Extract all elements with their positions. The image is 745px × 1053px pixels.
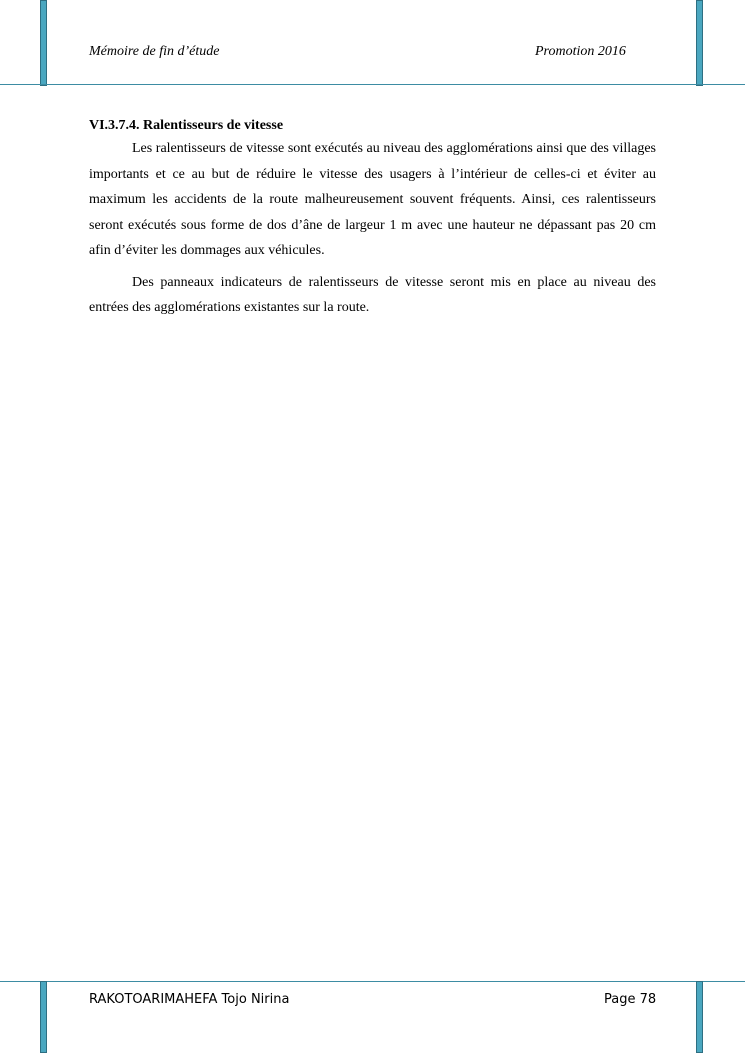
body-paragraph: Des panneaux indicateurs de ralentisseurs de vitesse seront mis en place au niveau des entrées des agglomérations existantes sur la route. <box>89 274 656 315</box>
footer-right-accent-bar <box>696 981 703 1053</box>
page-content <box>89 116 656 321</box>
footer-page-number: Page 78 <box>604 992 657 1007</box>
header-document-title: Mémoire de fin d’étude <box>89 44 220 59</box>
footer-author: RAKOTOARIMAHEFA Tojo Nirina <box>89 992 290 1007</box>
header-promotion: Promotion 2016 <box>535 44 626 59</box>
footer-left-accent-bar <box>40 981 47 1053</box>
section-heading: VI.3.7.4. Ralentisseurs de vitesse <box>89 118 284 133</box>
header-divider <box>0 84 745 85</box>
body-paragraph: Les ralentisseurs de vitesse sont exécutés au niveau des agglomérations ainsi que des villages importants et ce au but de réduire le vitesse des usagers à l’intérieur de celles-ci et éviter au maximum les accidents de la route malheureusement souvent fréquents. Ainsi, ces ralentisseurs seront exécutés sous forme de dos d’âne de largeur 1 m avec une hauteur ne dépassant pas 20 cm afin d’éviter les dommages aux véhicules. <box>89 141 656 258</box>
header-left-accent-bar <box>40 0 47 86</box>
footer-divider <box>0 981 745 982</box>
header-right-accent-bar <box>696 0 703 86</box>
